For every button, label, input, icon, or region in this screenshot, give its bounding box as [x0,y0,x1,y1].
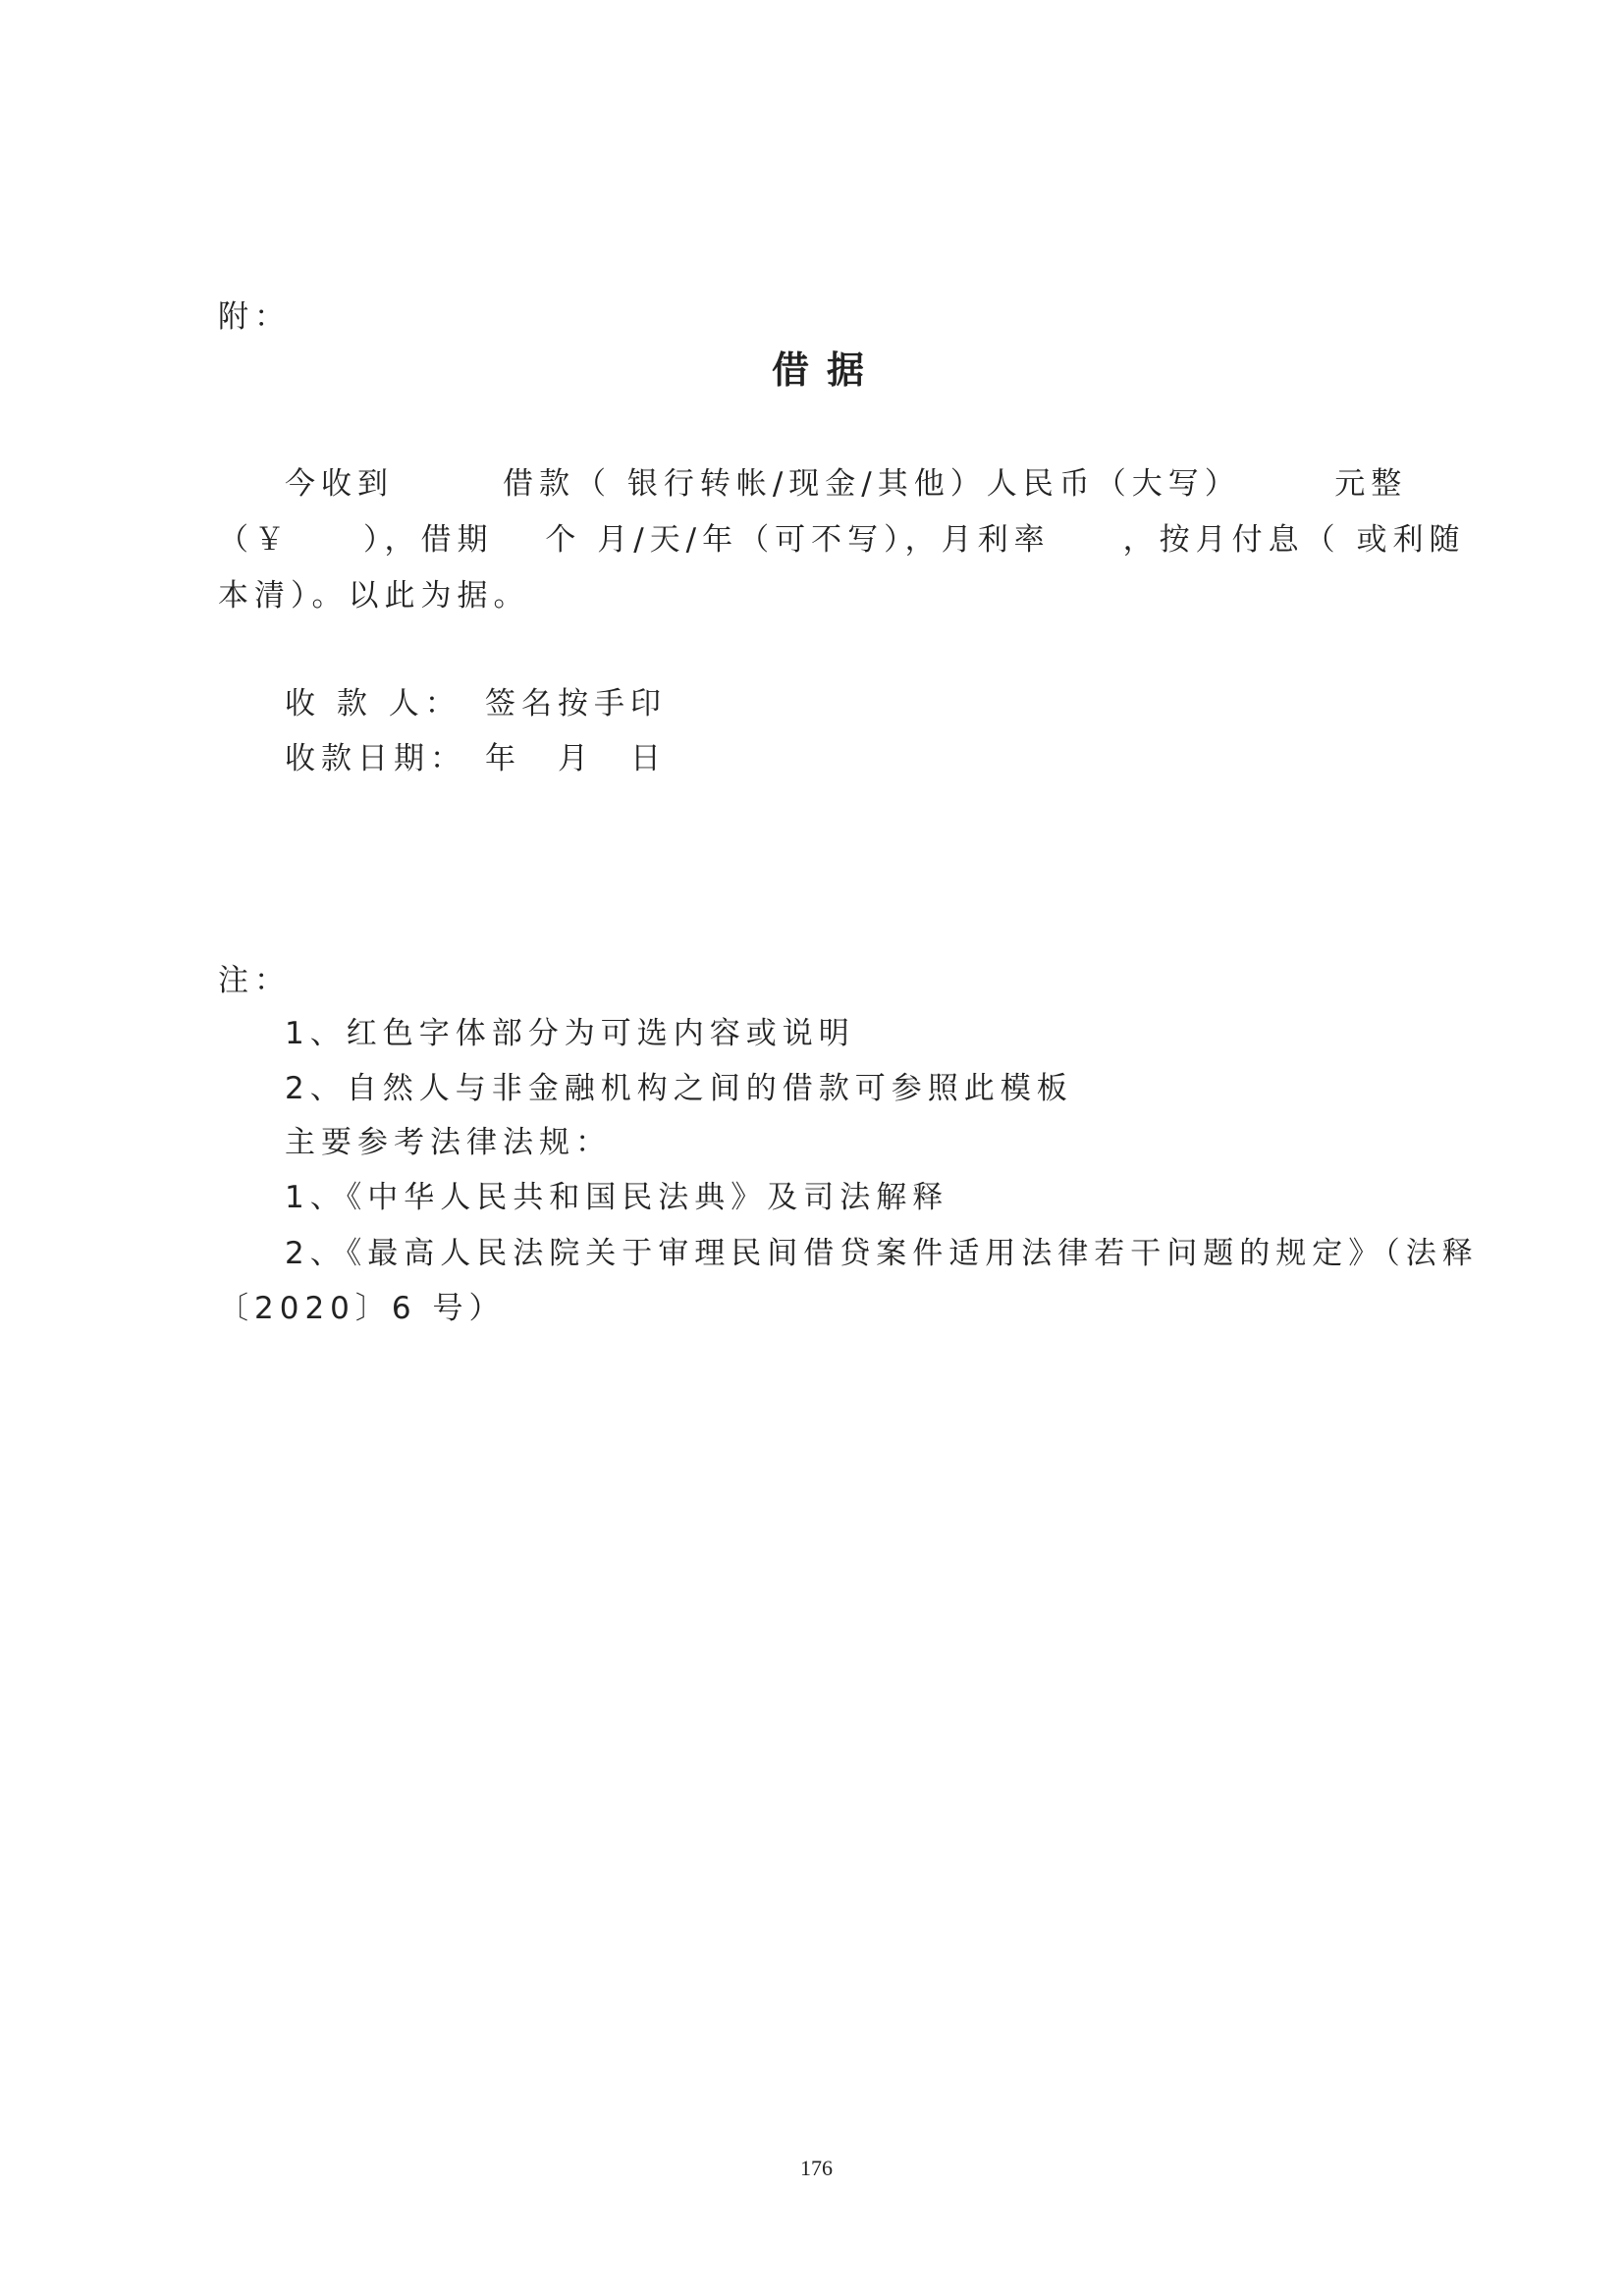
receipt-line-3: 本清）。以此为据。 [218,578,530,614]
document-title: 借据 [772,348,883,392]
receipt-line-1: 今收到 借款（ 银行转帐/现金/其他）人民币（大写） 元整 [285,466,1408,502]
reference-item: 2、《最高人民法院关于审理民间借贷案件适用法律若干问题的规定》（法释 [285,1236,1479,1271]
date-label: 收款日期： [285,741,466,776]
notes-label: 注： [218,963,291,998]
payee-signature-field: 签名按手印 [485,686,667,721]
attachment-label: 附： [218,299,291,335]
reference-item-continued: 〔2020〕6 号） [218,1291,506,1326]
references-label: 主要参考法律法规： [285,1125,612,1160]
page-number: 176 [800,2156,833,2180]
note-item: 2、自然人与非金融机构之间的借款可参照此模板 [285,1071,1073,1106]
payee-label: 收 款 人： [285,686,461,721]
note-item: 1、红色字体部分为可选内容或说明 [285,1016,855,1051]
receipt-line-2: （￥ ），借期 个 月/天/年（可不写），月利率 ，按月付息（ 或利随 [218,522,1466,558]
date-field: 年 月 日 [485,741,667,776]
reference-item: 1、《中华人民共和国民法典》及司法解释 [285,1180,949,1215]
